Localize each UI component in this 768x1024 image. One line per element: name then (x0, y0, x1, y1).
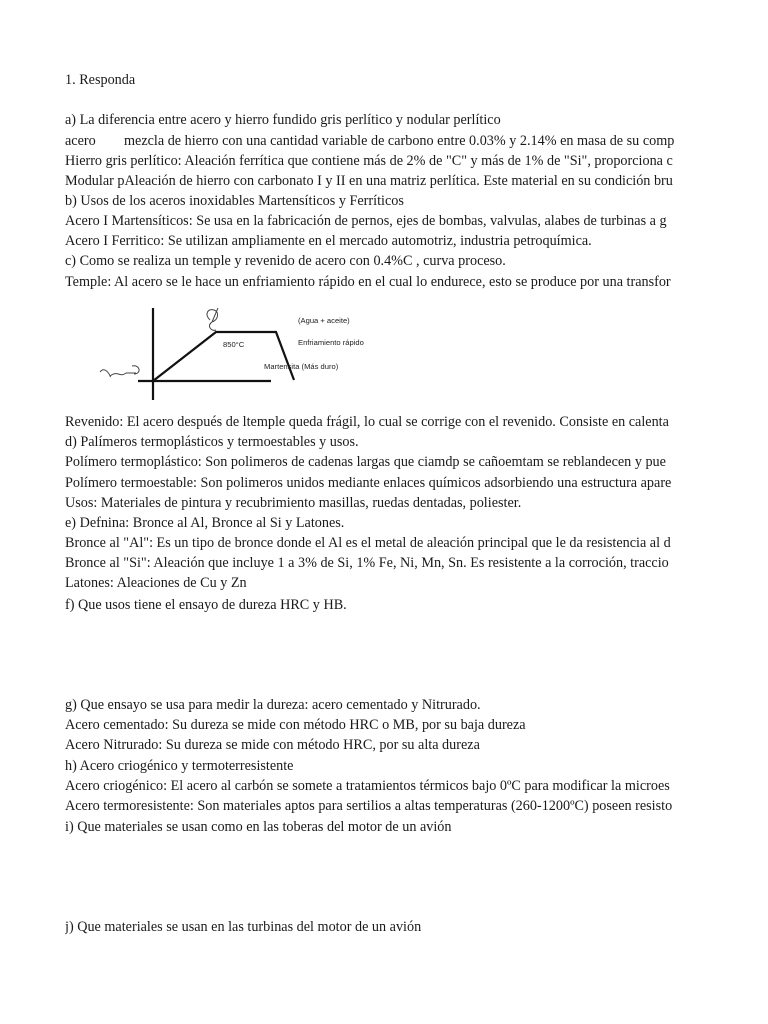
question-i: i) Que materiales se usan como en las toberas del motor de un avión (65, 819, 452, 835)
question-b: b) Usos de los aceros inoxidables Martensíticos y Ferríticos (65, 193, 404, 209)
quench-process-diagram (96, 300, 386, 406)
question-e: e) Defnina: Bronce al Al, Bronce al Si y Latones. (65, 515, 345, 531)
answer-e-line-2: Bronce al "Si": Aleación que incluye 1 a 3% de Si, 1% Fe, Ni, Mn, Sn. Es resistente a la corroción, traccio (65, 555, 669, 571)
answer-c-line-1: Temple: Al acero se le hace un enfriamiento rápido en el cual lo endurece, esto se produce por una transfor (65, 274, 671, 290)
diagram-label-quench-media: (Agua + aceite) (298, 316, 350, 325)
handwritten-top-mark (207, 308, 218, 330)
answer-d-line-3: Usos: Materiales de pintura y recubrimiento masillas, ruedas dentadas, poliester. (65, 495, 522, 511)
answer-h-line-1: Acero criogénico: El acero al carbón se somete a tratamientos térmicos bajo 0ºC para modificar la microes (65, 778, 670, 794)
diagram-label-cooling: Enfriamiento rápido (298, 338, 364, 347)
answer-d-line-1: Polímero termoplástico: Son polimeros de cadenas largas que ciamdp se cañoemtam se reblandecen y pue (65, 454, 666, 470)
answer-g-line-1: Acero cementado: Su dureza se mide con método HRC o MB, por su baja dureza (65, 717, 526, 733)
answer-a-term: acero (65, 133, 96, 149)
answer-b-line-1: Acero I Martensíticos: Se usa en la fabricación de pernos, ejes de bombas, valvulas, alabes de turbinas a g (65, 213, 667, 229)
question-a: a) La diferencia entre acero y hierro fundido gris perlítico y nodular perlítico (65, 112, 501, 128)
answer-e-line-1: Bronce al "Al": Es un tipo de bronce donde el Al es el metal de aleación principal que le da resistencia al d (65, 535, 671, 551)
answer-b-line-2: Acero I Ferritico: Se utilizan ampliamente en el mercado automotriz, industria petroquímica. (65, 233, 592, 249)
document-title: 1. Responda (65, 72, 136, 88)
answer-e-line-3: Latones: Aleaciones de Cu y Zn (65, 575, 247, 591)
answer-g-line-2: Acero Nitrurado: Su dureza se mide con método HRC, por su alta dureza (65, 737, 480, 753)
question-j: j) Que materiales se usan en las turbinas del motor de un avión (65, 919, 422, 935)
answer-h-line-2: Acero termoresistente: Son materiales aptos para sertilios a altas temperaturas (260-1200ºC) poseen resisto (65, 798, 673, 814)
answer-a-line-2: Hierro gris perlítico: Aleación ferrítica que contiene más de 2% de "C" y más de 1% de "Si", proporciona c (65, 153, 673, 169)
answer-d-line-2: Polímero termoestable: Son polimeros unidos mediante enlaces químicos adsorbiendo una estructura apare (65, 475, 672, 491)
answer-a-definition: mezcla de hierro con una cantidad variable de carbono entre 0.03% y 2.14% en masa de su comp (124, 133, 675, 149)
question-f: f) Que usos tiene el ensayo de dureza HRC y HB. (65, 597, 347, 613)
handwritten-axis-mark (100, 366, 139, 377)
answer-a-line-1 (65, 132, 705, 150)
question-h: h) Acero criogénico y termoterresistente (65, 758, 294, 774)
diagram-label-result: Martensita (Más duro) (264, 362, 339, 371)
answer-a-line-3: Modular pAleación de hierro con carbonato I y II en una matriz perlítica. Este material en su condición bru (65, 173, 673, 189)
answer-c-line-2: Revenido: El acero después de ltemple queda frágil, lo cual se corrige con el revenido. Consiste en calenta (65, 414, 669, 430)
question-d: d) Palímeros termoplásticos y termoestables y usos. (65, 434, 359, 450)
question-c: c) Como se realiza un temple y revenido de acero con 0.4%C , curva proceso. (65, 253, 506, 269)
diagram-label-temperature: 850°C (223, 340, 245, 349)
question-g: g) Que ensayo se usa para medir la dureza: acero cementado y Nitrurado. (65, 697, 481, 713)
